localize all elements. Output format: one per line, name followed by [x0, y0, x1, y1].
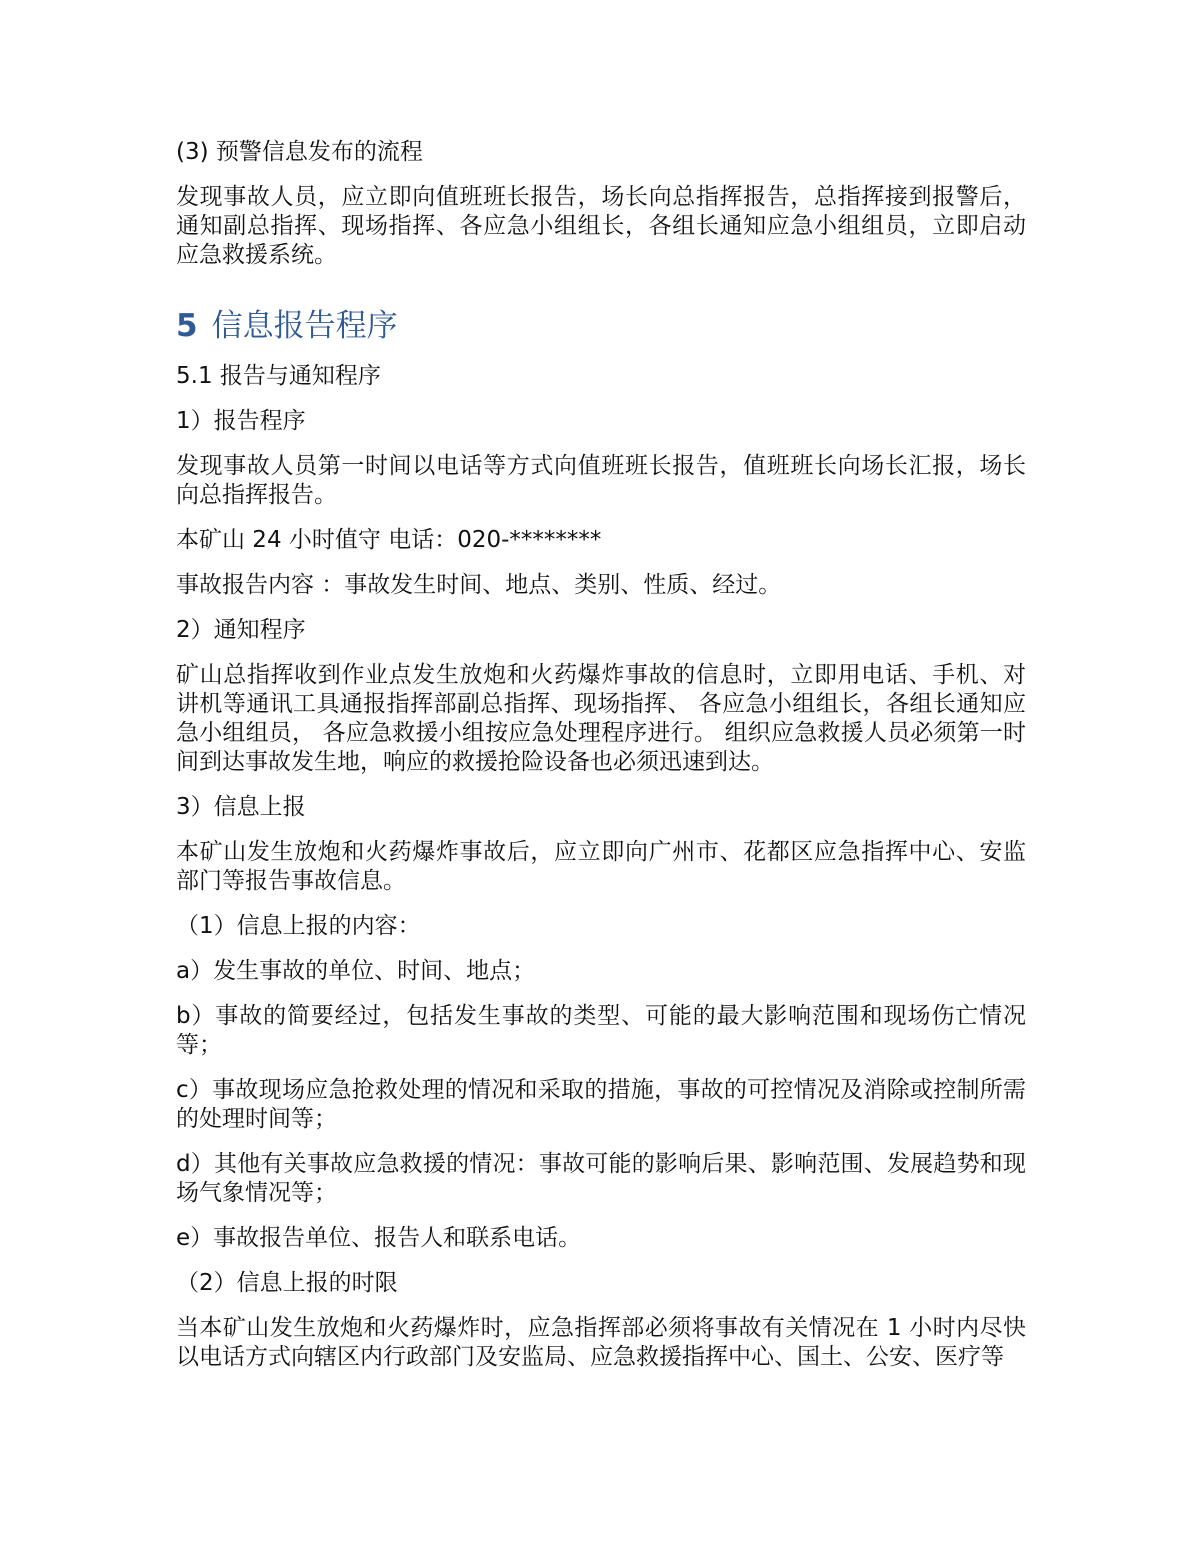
item-information-reporting: 3）信息上报	[176, 794, 306, 820]
paragraph-warning-process-body: 发现事故人员，应立即向值班班长报告，场长向总指挥报告，总指挥接到报警后，通知副总指挥、现场指挥、各应急小组组长，各组长通知应急小组组员，立即启动应急救援系统。	[176, 184, 1026, 268]
list-item-e: e）事故报告单位、报告人和联系电话。	[176, 1225, 582, 1251]
paragraph-information-reporting: 本矿山发生放炮和火药爆炸事故后，应立即向广州市、花都区应急指挥中心、安监部门等报告事故信息。	[176, 839, 1026, 894]
paragraph-reporting-deadline: 当本矿山发生放炮和火药爆炸时，应急指挥部必须将事故有关情况在 1 小时内尽快以电话方式向辖区内行政部门及安监局、应急救援指挥中心、国土、公安、医疗等	[176, 1315, 1026, 1370]
subsection-5-1-title: 5.1 报告与通知程序	[176, 363, 381, 389]
section-heading-5	[176, 306, 1026, 346]
paragraph-notification-procedure: 矿山总指挥收到作业点发生放炮和火药爆炸事故的信息时，立即用电话、手机、对讲机等通讯工具通报指挥部副总指挥、现场指挥、 各应急小组组长，各组长通知应急小组组员， 各应急救援小组按应急处理程序进行。 组织应急救援人员必须第一时间到达事故发生地，响应的救援抢险设备也必须迅速到达。	[176, 662, 1026, 775]
item-notification-procedure: 2）通知程序	[176, 617, 306, 643]
document-page	[176, 138, 1026, 1388]
paragraph-report-content: 事故报告内容 ：事故发生时间、地点、类别、性质、经过。	[176, 572, 782, 598]
list-item-c: c）事故现场应急抢救处理的情况和采取的措施，事故的可控情况及消除或控制所需的处理时间等；	[176, 1077, 1026, 1132]
list-item-b: b）事故的简要经过，包括发生事故的类型、可能的最大影响范围和现场伤亡情况等；	[176, 1003, 1026, 1058]
paragraph-report-procedure: 发现事故人员第一时间以电话等方式向值班班长报告，值班班长向场长汇报，场长向总指挥报告。	[176, 453, 1026, 508]
list-item-a: a）发生事故的单位、时间、地点；	[176, 958, 536, 984]
paragraph-duty-phone: 本矿山 24 小时值守 电话：020-********	[176, 527, 602, 553]
list-item-d: d）其他有关事故应急救援的情况：事故可能的影响后果、影响范围、发展趋势和现场气象情况等；	[176, 1151, 1026, 1206]
item-report-procedure: 1）报告程序	[176, 408, 306, 434]
section-number: 5	[176, 308, 198, 344]
item-reporting-content-title: （1）信息上报的内容：	[176, 913, 421, 939]
paragraph-warning-process-title: (3) 预警信息发布的流程	[176, 139, 423, 165]
item-reporting-deadline-title: （2）信息上报的时限	[176, 1270, 398, 1296]
section-title: 信息报告程序	[211, 308, 398, 344]
